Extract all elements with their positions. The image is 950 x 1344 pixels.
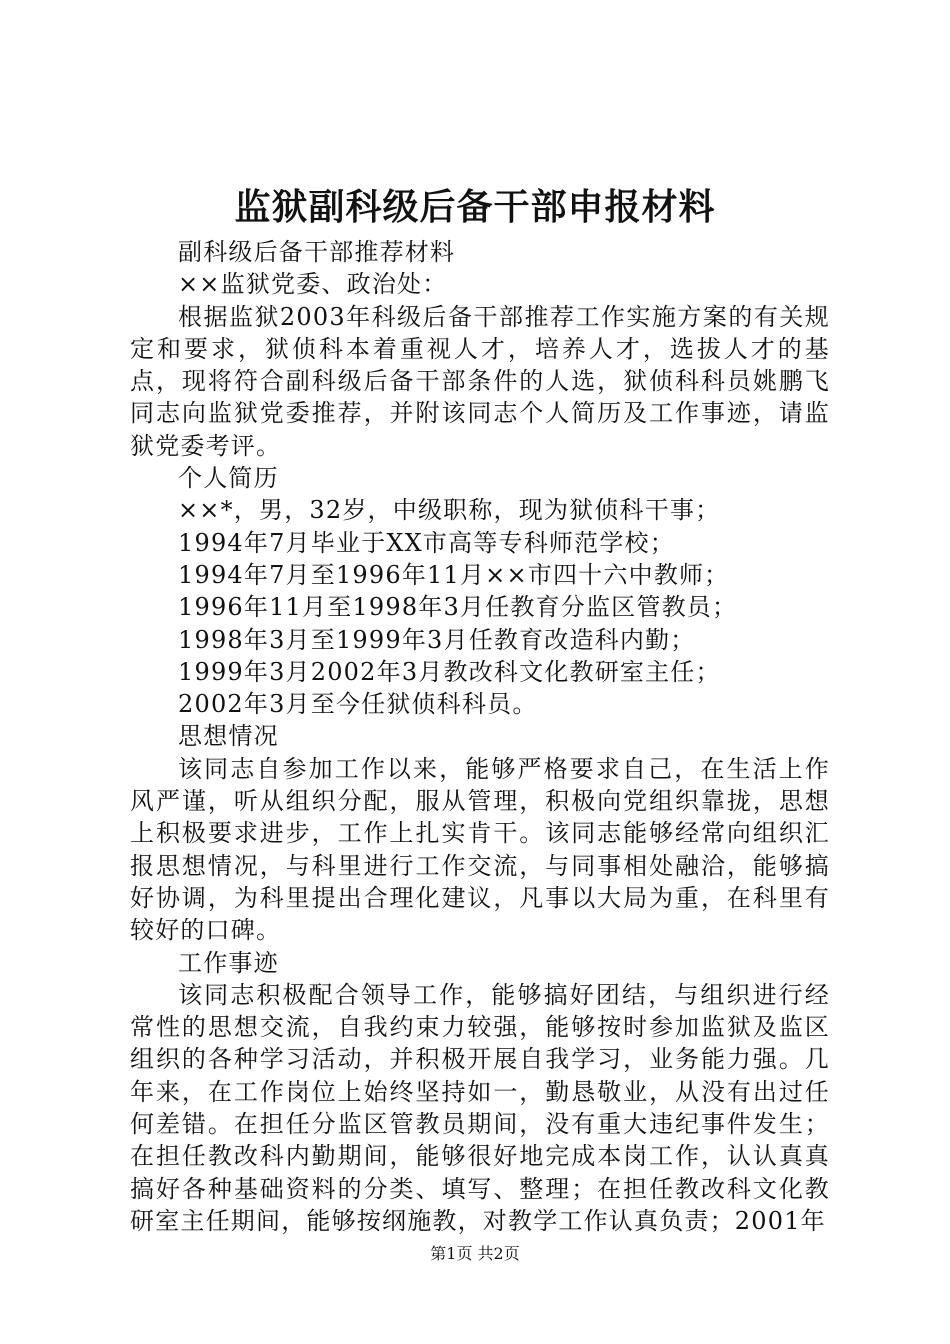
intro-paragraph: 根据监狱2003年科级后备干部推荐工作实施方案的有关规定和要求，狱侦科本着重视人才，培养人才，选拔人才的基点，现将符合副科级后备干部条件的人选，狱侦科科员姚鹏飞同志向监狱党委推荐，并附该同志个人简历及工作事迹，请监狱党委考评。 [130,302,830,460]
page-indicator: 第1页 共2页 [430,1244,520,1263]
resume-line: 1996年11月至1998年3月任教育分监区管教员； [178,593,738,622]
resume-line: 1994年7月毕业于XX市高等专科师范学校； [178,528,675,557]
resume-heading: 个人简历 [178,464,279,493]
document-title: 监狱副科级后备干部申报材料 [234,187,716,228]
resume-line: 1998年3月至1999年3月任教育改造科内勤； [178,625,696,654]
thought-paragraph: 该同志自参加工作以来，能够严格要求自己，在生活上作风严谨，听从组织分配，服从管理，积极向党组织靠拢，思想上积极要求进步，工作上扎实肯干。该同志能够经常向组织汇报思想情况，与科里进行工作交流，与同事相处融洽，能够搞好协调，为科里提出合理化建议，凡事以大局为重，在科里有较好的口碑。 [130,754,830,945]
subtitle: 副科级后备干部推荐材料 [178,238,456,266]
resume-line: 1999年3月2002年3月教改科文化教研室主任； [178,657,721,686]
work-paragraph: 该同志积极配合领导工作，能够搞好团结，与组织进行经常性的思想交流，自我约束力较强，能够按时参加监狱及监区组织的各种学习活动，并积极开展自我学习，业务能力强。几年来，在工作岗位上始终坚持如一，勤恳敬业，从没有出过任何差错。在担任分监区管教员期间，没有重大违纪事件发生；在担任教改科内勤期间，能够很好地完成本岗工作，认认真真搞好各种基础资料的分类、填写、整理；在担任教改科文化教研室主任期间，能够按纲施教，对教学工作认真负责；2001年 [130,980,830,1235]
document-body [130,236,830,1237]
thought-heading: 思想情况 [178,722,279,751]
work-heading: 工作事迹 [178,948,279,977]
resume-line: 1994年7月至1996年11月××市四十六中教师； [178,560,730,589]
addressee: ××监狱党委、政治处： [178,270,448,299]
resume-line: 2002年3月至今任狱侦科科员。 [178,690,538,719]
resume-line: ××*，男，32岁，中级职称，现为狱侦科干事； [178,496,721,525]
